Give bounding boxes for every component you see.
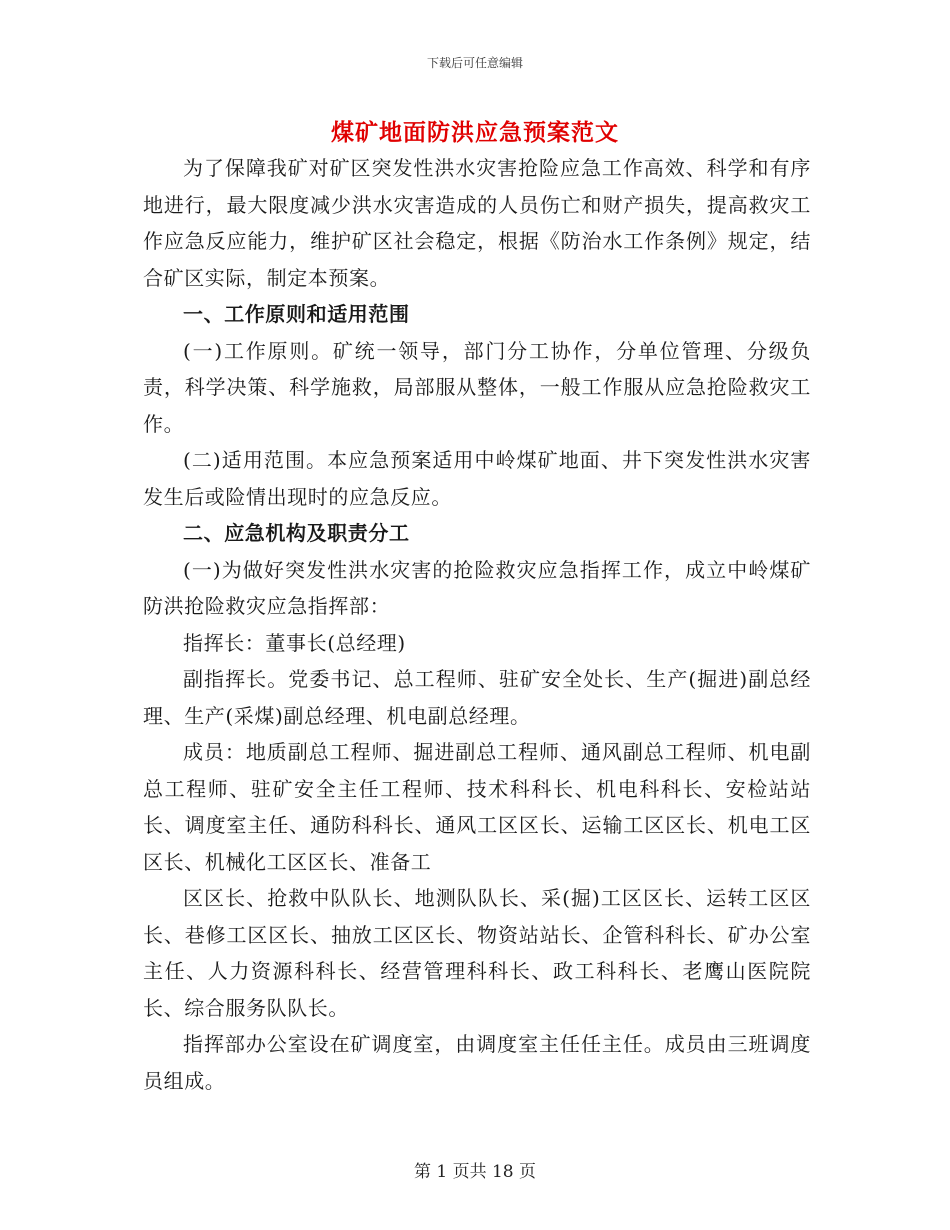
paragraph-office: 指挥部办公室设在矿调度室，由调度室主任任主任。成员由三班调度员组成。 (143, 1032, 811, 1093)
section-heading-1: 一、工作原则和适用范围 (183, 302, 410, 326)
paragraph-members: 成员：地质副总工程师、掘进副总工程师、通风副总工程师、机电副总工程师、驻矿安全主任工程师、技术科科长、机电科科长、安检站站长、调度室主任、通防科科长、通风工区区长、运输工区区长、机电工区区长、机械化工区区长、准备工 (143, 740, 811, 874)
paragraph-members-continued: 区区长、抢救中队队长、地测队队长、采(掘)工区区长、运转工区区长、巷修工区区长、抽放工区区长、物资站站长、企管科科长、矿办公室主任、人力资源科科长、经营管理科科长、政工科科长、老鹰山医院院长、综合服务队队长。 (143, 886, 811, 1020)
paragraph-scope: (二)适用范围。本应急预案适用中岭煤矿地面、井下突发性洪水灾害发生后或险情出现时的应急反应。 (143, 448, 811, 509)
header-note: 下载后可任意编辑 (426, 56, 523, 70)
paragraph-commander: 指挥长：董事长(总经理) (183, 630, 406, 655)
section-heading-2: 二、应急机构及职责分工 (183, 521, 410, 545)
paragraph-command-setup: (一)为做好突发性洪水灾害的抢险救灾应急指挥工作，成立中岭煤矿防洪抢险救灾应急指挥部： (143, 557, 811, 618)
paragraph-deputy-commander: 副指挥长。党委书记、总工程师、驻矿安全处长、生产(掘进)副总经理、生产(采煤)副总经理、机电副总经理。 (143, 667, 811, 728)
document-body (143, 150, 811, 1099)
paragraph-intro: 为了保障我矿对矿区突发性洪水灾害抢险应急工作高效、科学和有序地进行，最大限度减少洪水灾害造成的人员伤亡和财产损失，提高救灾工作应急反应能力，维护矿区社会稳定，根据《防治水工作条例》规定，结合矿区实际，制定本预案。 (143, 156, 811, 290)
page-footer: 第 1 页共 18 页 (413, 1162, 537, 1182)
document-title: 煤矿地面防洪应急预案范文 (331, 119, 619, 146)
paragraph-work-principle: (一)工作原则。矿统一领导，部门分工协作，分单位管理、分级负责，科学决策、科学施救，局部服从整体，一般工作服从应急抢险救灾工作。 (143, 338, 811, 436)
